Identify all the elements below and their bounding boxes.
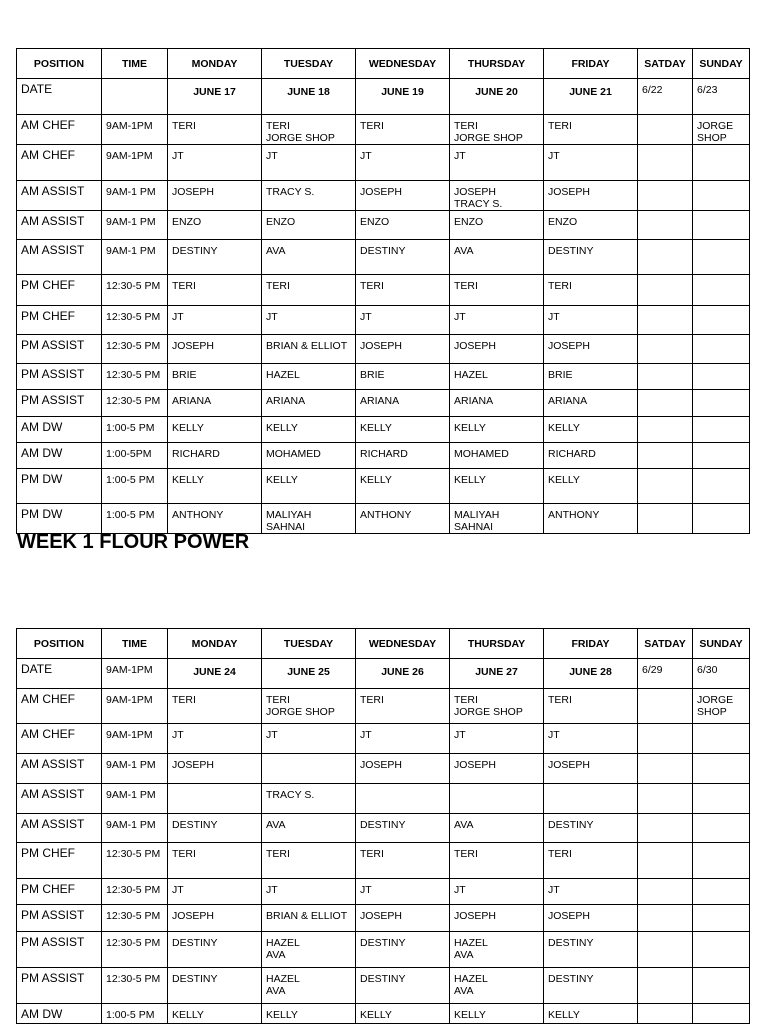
time-cell: 9AM-1 PM [102, 240, 168, 275]
week2-schedule-table [16, 628, 750, 1024]
date-cell-saturday: 6/22 [638, 79, 693, 115]
assignment-cell-monday: JOSEPH [168, 181, 262, 211]
assignment-cell-wednesday: ENZO [356, 211, 450, 240]
time-cell: 12:30-5 PM [102, 968, 168, 1004]
shift-row [17, 504, 750, 534]
assignment-cell-friday: JOSEPH [544, 181, 638, 211]
assignment-cell-sunday [693, 784, 750, 814]
assignment-cell-thursday: TERI [450, 843, 544, 879]
assignment-cell-friday: ENZO [544, 211, 638, 240]
assignment-cell-saturday [638, 417, 693, 443]
assignment-cell-thursday: TERI JORGE SHOP [450, 689, 544, 724]
assignment-cell-saturday [638, 905, 693, 932]
assignment-cell-tuesday: JT [262, 724, 356, 754]
time-cell: 12:30-5 PM [102, 905, 168, 932]
assignment-cell-monday: BRIE [168, 364, 262, 390]
date-cell-position: DATE [17, 659, 102, 689]
assignment-cell-wednesday: DESTINY [356, 814, 450, 843]
shift-row [17, 306, 750, 335]
assignment-cell-monday: JT [168, 879, 262, 905]
assignment-cell-monday: ANTHONY [168, 504, 262, 534]
assignment-cell-wednesday: DESTINY [356, 968, 450, 1004]
assignment-cell-wednesday: KELLY [356, 1004, 450, 1024]
shift-row [17, 115, 750, 145]
assignment-cell-thursday: KELLY [450, 469, 544, 504]
assignment-cell-saturday [638, 784, 693, 814]
assignment-cell-sunday [693, 879, 750, 905]
time-cell: 12:30-5 PM [102, 335, 168, 364]
date-cell-position: DATE [17, 79, 102, 115]
assignment-cell-wednesday: DESTINY [356, 240, 450, 275]
assignment-cell-sunday: JORGE SHOP [693, 115, 750, 145]
assignment-cell-friday: KELLY [544, 1004, 638, 1024]
assignment-cell-tuesday: ENZO [262, 211, 356, 240]
header-position: POSITION [17, 629, 102, 659]
assignment-cell-sunday [693, 968, 750, 1004]
assignment-cell-sunday [693, 932, 750, 968]
header-position: POSITION [17, 49, 102, 79]
shift-row [17, 469, 750, 504]
assignment-cell-saturday [638, 754, 693, 784]
assignment-cell-monday: RICHARD [168, 443, 262, 469]
header-tuesday: TUESDAY [262, 49, 356, 79]
position-cell: PM CHEF [17, 879, 102, 905]
assignment-cell-tuesday: HAZEL AVA [262, 968, 356, 1004]
header-wednesday: WEDNESDAY [356, 629, 450, 659]
assignment-cell-friday: DESTINY [544, 932, 638, 968]
assignment-cell-tuesday: BRIAN & ELLIOT [262, 905, 356, 932]
assignment-cell-monday: TERI [168, 689, 262, 724]
shift-row [17, 1004, 750, 1024]
assignment-cell-thursday: JOSEPH [450, 335, 544, 364]
assignment-cell-saturday [638, 335, 693, 364]
assignment-cell-thursday: AVA [450, 814, 544, 843]
shift-row [17, 275, 750, 306]
shift-row [17, 443, 750, 469]
position-cell: AM DW [17, 443, 102, 469]
date-cell-tuesday: JUNE 18 [262, 79, 356, 115]
assignment-cell-friday: TERI [544, 843, 638, 879]
time-cell: 9AM-1 PM [102, 181, 168, 211]
time-cell: 12:30-5 PM [102, 364, 168, 390]
assignment-cell-friday: RICHARD [544, 443, 638, 469]
assignment-cell-saturday [638, 879, 693, 905]
assignment-cell-saturday [638, 364, 693, 390]
assignment-cell-thursday: JT [450, 306, 544, 335]
time-cell: 12:30-5 PM [102, 843, 168, 879]
assignment-cell-saturday [638, 932, 693, 968]
position-cell: PM DW [17, 469, 102, 504]
time-cell: 9AM-1 PM [102, 211, 168, 240]
position-cell: AM ASSIST [17, 754, 102, 784]
assignment-cell-sunday [693, 443, 750, 469]
assignment-cell-monday: JOSEPH [168, 754, 262, 784]
shift-row [17, 417, 750, 443]
assignment-cell-sunday [693, 814, 750, 843]
assignment-cell-saturday [638, 724, 693, 754]
assignment-cell-wednesday: TERI [356, 115, 450, 145]
assignment-cell-friday: TERI [544, 275, 638, 306]
assignment-cell-tuesday: AVA [262, 240, 356, 275]
assignment-cell-wednesday: JT [356, 879, 450, 905]
header-time: TIME [102, 629, 168, 659]
assignment-cell-saturday [638, 1004, 693, 1024]
assignment-cell-sunday [693, 754, 750, 784]
assignment-cell-tuesday: HAZEL AVA [262, 932, 356, 968]
assignment-cell-wednesday: JOSEPH [356, 905, 450, 932]
date-cell-thursday: JUNE 20 [450, 79, 544, 115]
time-cell: 9AM-1 PM [102, 814, 168, 843]
date-cell-time: 9AM-1PM [102, 659, 168, 689]
assignment-cell-tuesday: TERI [262, 275, 356, 306]
shift-row [17, 784, 750, 814]
header-thursday: THURSDAY [450, 49, 544, 79]
assignment-cell-wednesday: KELLY [356, 469, 450, 504]
position-cell: AM DW [17, 1004, 102, 1024]
time-cell: 1:00-5 PM [102, 504, 168, 534]
position-cell: PM ASSIST [17, 932, 102, 968]
assignment-cell-sunday [693, 364, 750, 390]
assignment-cell-friday: BRIE [544, 364, 638, 390]
date-cell-friday: JUNE 28 [544, 659, 638, 689]
date-row [17, 659, 750, 689]
assignment-cell-thursday: JOSEPH [450, 905, 544, 932]
assignment-cell-monday: ARIANA [168, 390, 262, 417]
header-saturday: SATDAY [638, 629, 693, 659]
assignment-cell-saturday [638, 390, 693, 417]
assignment-cell-friday: JOSEPH [544, 335, 638, 364]
assignment-cell-sunday [693, 275, 750, 306]
header-monday: MONDAY [168, 49, 262, 79]
assignment-cell-friday: KELLY [544, 417, 638, 443]
week1-schedule-table [16, 48, 750, 534]
assignment-cell-tuesday: JT [262, 145, 356, 181]
assignment-cell-tuesday: HAZEL [262, 364, 356, 390]
assignment-cell-wednesday: DESTINY [356, 932, 450, 968]
date-cell-wednesday: JUNE 19 [356, 79, 450, 115]
position-cell: PM CHEF [17, 306, 102, 335]
assignment-cell-thursday: HAZEL AVA [450, 932, 544, 968]
assignment-cell-wednesday: BRIE [356, 364, 450, 390]
position-cell: AM ASSIST [17, 240, 102, 275]
position-cell: AM ASSIST [17, 181, 102, 211]
assignment-cell-monday [168, 784, 262, 814]
date-cell-time [102, 79, 168, 115]
date-cell-sunday: 6/23 [693, 79, 750, 115]
position-cell: AM CHEF [17, 115, 102, 145]
time-cell: 9AM-1PM [102, 115, 168, 145]
assignment-cell-wednesday: ANTHONY [356, 504, 450, 534]
assignment-cell-saturday [638, 504, 693, 534]
assignment-cell-tuesday: KELLY [262, 1004, 356, 1024]
header-time: TIME [102, 49, 168, 79]
shift-row [17, 724, 750, 754]
assignment-cell-friday: DESTINY [544, 814, 638, 843]
assignment-cell-monday: ENZO [168, 211, 262, 240]
assignment-cell-sunday [693, 724, 750, 754]
date-cell-monday: JUNE 17 [168, 79, 262, 115]
assignment-cell-thursday: KELLY [450, 1004, 544, 1024]
shift-row [17, 364, 750, 390]
assignment-cell-friday: TERI [544, 115, 638, 145]
assignment-cell-sunday [693, 843, 750, 879]
header-friday: FRIDAY [544, 629, 638, 659]
assignment-cell-thursday: JT [450, 145, 544, 181]
header-monday: MONDAY [168, 629, 262, 659]
assignment-cell-thursday: MOHAMED [450, 443, 544, 469]
assignment-cell-sunday [693, 390, 750, 417]
assignment-cell-tuesday: TERI [262, 843, 356, 879]
assignment-cell-wednesday: JOSEPH [356, 335, 450, 364]
assignment-cell-tuesday: ARIANA [262, 390, 356, 417]
assignment-cell-tuesday: MALIYAH SAHNAI [262, 504, 356, 534]
position-cell: AM CHEF [17, 724, 102, 754]
assignment-cell-thursday: HAZEL AVA [450, 968, 544, 1004]
date-cell-sunday: 6/30 [693, 659, 750, 689]
assignment-cell-saturday [638, 275, 693, 306]
assignment-cell-wednesday: TERI [356, 843, 450, 879]
position-cell: AM ASSIST [17, 211, 102, 240]
assignment-cell-wednesday: JT [356, 724, 450, 754]
assignment-cell-wednesday: KELLY [356, 417, 450, 443]
assignment-cell-friday: JT [544, 145, 638, 181]
time-cell: 1:00-5PM [102, 443, 168, 469]
assignment-cell-tuesday: KELLY [262, 469, 356, 504]
assignment-cell-saturday [638, 843, 693, 879]
date-cell-friday: JUNE 21 [544, 79, 638, 115]
assignment-cell-tuesday: JT [262, 306, 356, 335]
time-cell: 1:00-5 PM [102, 469, 168, 504]
assignment-cell-tuesday: BRIAN & ELLIOT [262, 335, 356, 364]
assignment-cell-thursday: JT [450, 879, 544, 905]
assignment-cell-thursday: HAZEL [450, 364, 544, 390]
assignment-cell-monday: DESTINY [168, 240, 262, 275]
assignment-cell-tuesday: MOHAMED [262, 443, 356, 469]
assignment-cell-tuesday: TRACY S. [262, 181, 356, 211]
assignment-cell-wednesday: JT [356, 145, 450, 181]
assignment-cell-friday: TERI [544, 689, 638, 724]
shift-row [17, 932, 750, 968]
assignment-cell-sunday [693, 240, 750, 275]
shift-row [17, 968, 750, 1004]
assignment-cell-sunday [693, 181, 750, 211]
position-cell: PM DW [17, 504, 102, 534]
assignment-cell-monday: TERI [168, 843, 262, 879]
position-cell: PM ASSIST [17, 390, 102, 417]
assignment-cell-friday: JT [544, 879, 638, 905]
assignment-cell-wednesday: TERI [356, 275, 450, 306]
assignment-cell-friday: KELLY [544, 469, 638, 504]
assignment-cell-monday: TERI [168, 275, 262, 306]
position-cell: PM CHEF [17, 843, 102, 879]
time-cell: 9AM-1PM [102, 145, 168, 181]
assignment-cell-friday: JT [544, 306, 638, 335]
assignment-cell-saturday [638, 145, 693, 181]
date-cell-saturday: 6/29 [638, 659, 693, 689]
time-cell: 9AM-1PM [102, 689, 168, 724]
assignment-cell-friday [544, 784, 638, 814]
time-cell: 9AM-1 PM [102, 784, 168, 814]
assignment-cell-monday: KELLY [168, 1004, 262, 1024]
assignment-cell-monday: JT [168, 724, 262, 754]
assignment-cell-saturday [638, 181, 693, 211]
assignment-cell-thursday: TERI [450, 275, 544, 306]
assignment-cell-wednesday: ARIANA [356, 390, 450, 417]
assignment-cell-sunday [693, 469, 750, 504]
assignment-cell-sunday: JORGE SHOP [693, 689, 750, 724]
shift-row [17, 843, 750, 879]
time-cell: 12:30-5 PM [102, 306, 168, 335]
date-cell-tuesday: JUNE 25 [262, 659, 356, 689]
assignment-cell-friday: JT [544, 724, 638, 754]
assignment-cell-wednesday: JOSEPH [356, 181, 450, 211]
time-cell: 12:30-5 PM [102, 879, 168, 905]
assignment-cell-tuesday: TERI JORGE SHOP [262, 115, 356, 145]
assignment-cell-friday: DESTINY [544, 968, 638, 1004]
assignment-cell-thursday: JT [450, 724, 544, 754]
position-cell: AM CHEF [17, 145, 102, 181]
shift-row [17, 145, 750, 181]
assignment-cell-saturday [638, 968, 693, 1004]
assignment-cell-monday: DESTINY [168, 968, 262, 1004]
assignment-cell-thursday: ARIANA [450, 390, 544, 417]
header-tuesday: TUESDAY [262, 629, 356, 659]
position-cell: AM ASSIST [17, 784, 102, 814]
assignment-cell-monday: JT [168, 145, 262, 181]
position-cell: PM CHEF [17, 275, 102, 306]
assignment-cell-wednesday: JOSEPH [356, 754, 450, 784]
assignment-cell-friday: JOSEPH [544, 905, 638, 932]
time-cell: 9AM-1 PM [102, 754, 168, 784]
header-thursday: THURSDAY [450, 629, 544, 659]
shift-row [17, 390, 750, 417]
date-cell-monday: JUNE 24 [168, 659, 262, 689]
assignment-cell-tuesday [262, 754, 356, 784]
assignment-cell-thursday: KELLY [450, 417, 544, 443]
assignment-cell-monday: DESTINY [168, 814, 262, 843]
header-wednesday: WEDNESDAY [356, 49, 450, 79]
assignment-cell-wednesday: JT [356, 306, 450, 335]
assignment-cell-saturday [638, 689, 693, 724]
assignment-cell-friday: ARIANA [544, 390, 638, 417]
assignment-cell-friday: JOSEPH [544, 754, 638, 784]
date-cell-wednesday: JUNE 26 [356, 659, 450, 689]
shift-row [17, 879, 750, 905]
shift-row [17, 181, 750, 211]
assignment-cell-saturday [638, 240, 693, 275]
header-row [17, 629, 750, 659]
assignment-cell-monday: KELLY [168, 469, 262, 504]
assignment-cell-tuesday: TERI JORGE SHOP [262, 689, 356, 724]
position-cell: PM ASSIST [17, 335, 102, 364]
assignment-cell-wednesday: RICHARD [356, 443, 450, 469]
shift-row [17, 211, 750, 240]
assignment-cell-monday: JOSEPH [168, 335, 262, 364]
header-sunday: SUNDAY [693, 49, 750, 79]
assignment-cell-thursday: JOSEPH TRACY S. [450, 181, 544, 211]
shift-row [17, 754, 750, 784]
time-cell: 1:00-5 PM [102, 1004, 168, 1024]
assignment-cell-tuesday: AVA [262, 814, 356, 843]
assignment-cell-wednesday: TERI [356, 689, 450, 724]
assignment-cell-monday: KELLY [168, 417, 262, 443]
assignment-cell-saturday [638, 469, 693, 504]
assignment-cell-thursday: MALIYAH SAHNAI [450, 504, 544, 534]
date-cell-thursday: JUNE 27 [450, 659, 544, 689]
shift-row [17, 335, 750, 364]
assignment-cell-tuesday: KELLY [262, 417, 356, 443]
header-friday: FRIDAY [544, 49, 638, 79]
assignment-cell-saturday [638, 211, 693, 240]
assignment-cell-sunday [693, 306, 750, 335]
assignment-cell-thursday: ENZO [450, 211, 544, 240]
assignment-cell-sunday [693, 145, 750, 181]
assignment-cell-monday: DESTINY [168, 932, 262, 968]
header-row [17, 49, 750, 79]
assignment-cell-sunday [693, 1004, 750, 1024]
assignment-cell-thursday: JOSEPH [450, 754, 544, 784]
shift-row [17, 240, 750, 275]
shift-row [17, 689, 750, 724]
assignment-cell-sunday [693, 211, 750, 240]
assignment-cell-saturday [638, 306, 693, 335]
time-cell: 12:30-5 PM [102, 275, 168, 306]
position-cell: AM CHEF [17, 689, 102, 724]
time-cell: 12:30-5 PM [102, 390, 168, 417]
position-cell: PM ASSIST [17, 905, 102, 932]
position-cell: AM DW [17, 417, 102, 443]
time-cell: 12:30-5 PM [102, 932, 168, 968]
header-saturday: SATDAY [638, 49, 693, 79]
shift-row [17, 905, 750, 932]
assignment-cell-friday: DESTINY [544, 240, 638, 275]
assignment-cell-monday: TERI [168, 115, 262, 145]
assignment-cell-thursday [450, 784, 544, 814]
assignment-cell-thursday: AVA [450, 240, 544, 275]
assignment-cell-saturday [638, 814, 693, 843]
assignment-cell-friday: ANTHONY [544, 504, 638, 534]
assignment-cell-thursday: TERI JORGE SHOP [450, 115, 544, 145]
assignment-cell-sunday [693, 335, 750, 364]
assignment-cell-sunday [693, 417, 750, 443]
assignment-cell-saturday [638, 443, 693, 469]
assignment-cell-sunday [693, 504, 750, 534]
time-cell: 9AM-1PM [102, 724, 168, 754]
assignment-cell-tuesday: JT [262, 879, 356, 905]
assignment-cell-saturday [638, 115, 693, 145]
shift-row [17, 814, 750, 843]
assignment-cell-monday: JT [168, 306, 262, 335]
position-cell: PM ASSIST [17, 968, 102, 1004]
assignment-cell-monday: JOSEPH [168, 905, 262, 932]
header-sunday: SUNDAY [693, 629, 750, 659]
assignment-cell-tuesday: TRACY S. [262, 784, 356, 814]
time-cell: 1:00-5 PM [102, 417, 168, 443]
assignment-cell-sunday [693, 905, 750, 932]
date-row [17, 79, 750, 115]
assignment-cell-wednesday [356, 784, 450, 814]
week1-title: WEEK 1 FLOUR POWER [17, 531, 250, 553]
position-cell: AM ASSIST [17, 814, 102, 843]
position-cell: PM ASSIST [17, 364, 102, 390]
